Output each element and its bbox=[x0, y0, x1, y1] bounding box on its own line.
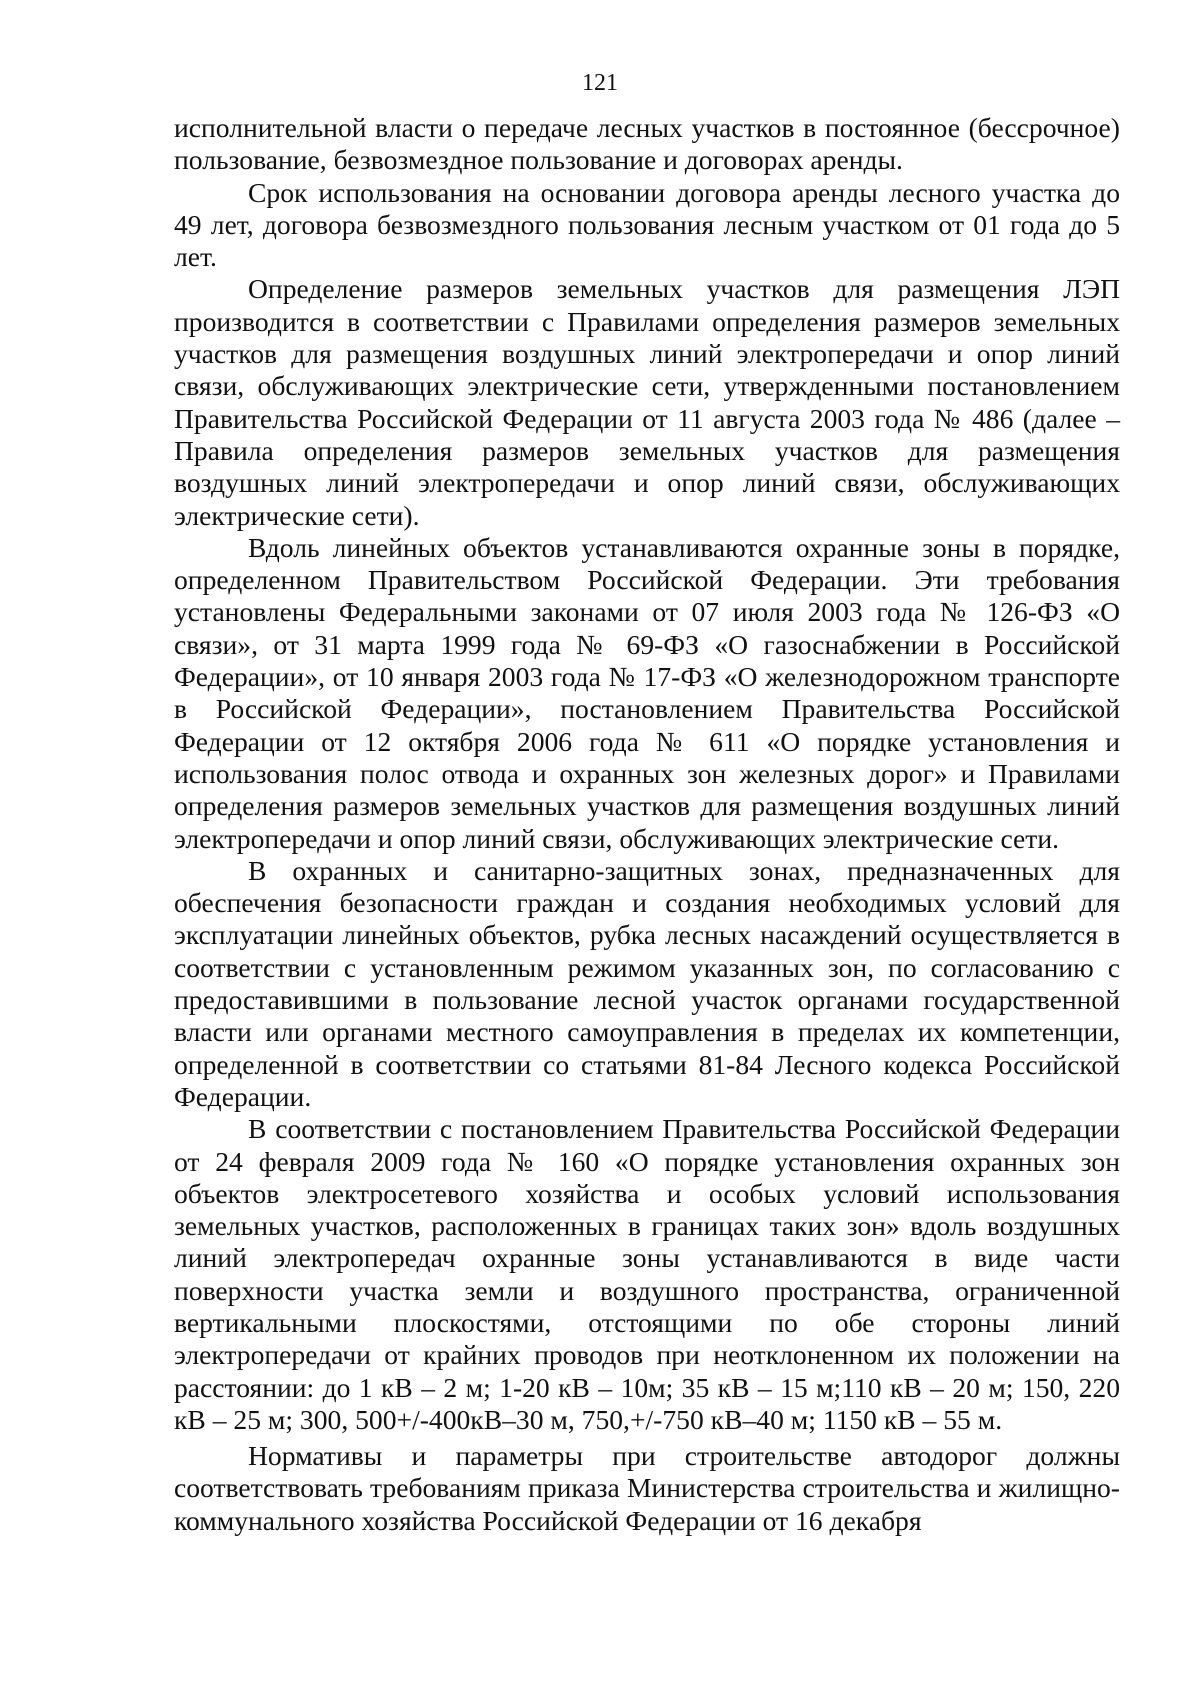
document-body bbox=[174, 112, 1120, 1537]
paragraph-sanitary-zones: В охранных и санитарно-защитных зонах, предназначенных для обеспечения безопасности граждан и создания необходимых условий для эксплуатации линейных объектов, рубка лесных насаждений осуществляется в соответствии с установленным режимом указанных зон, по согласованию с предоставившими в пользование лесной участок органами государственной власти или органами местного самоуправления в пределах их компетенции, определенной в соответствии со статьями 81-84 Лесного кодекса Российской Федерации. bbox=[174, 854, 1120, 1112]
paragraph-power-line-zones: В соответствии с постановлением Правительства Российской Федерации от 24 февраля 2009 года № 160 «О порядке установления охранных зон объектов электросетевого хозяйства и особых условий использования земельных участков, расположенных в границах таких зон» вдоль воздушных линий электропередач охранные зоны устанавливаются в виде части поверхности участка земли и воздушного пространства, ограниченной вертикальными плоскостями, отстоящими по обе стороны линий электропередачи от крайних проводов при неотклоненном их положении на расстоянии: до 1 кВ – 2 м; 1-20 кВ – 10м; 35 кВ – 15 м;110 кВ – 20 м; 150, 220 кВ – 25 м; 300, 500+/-400кВ–30 м, 750,+/-750 кВ–40 м; 1150 кВ – 55 м. bbox=[174, 1113, 1120, 1435]
paragraph-usage-term: Срок использования на основании договора аренды лесного участка до 49 лет, договора безвозмездного пользования лесным участком от 01 года до 5 лет. bbox=[174, 176, 1120, 273]
paragraph-protection-zones: Вдоль линейных объектов устанавливаются охранные зоны в порядке, определенном Правительством Российской Федерации. Эти требования установлены Федеральными законами от 07 июля 2003 года № 126-ФЗ «О связи», от 31 марта 1999 года № 69-ФЗ «О газоснабжении в Российской Федерации», от 10 января 2003 года № 17-ФЗ «О железнодорожном транспорте в Российской Федерации», постановлением Правительства Российской Федерации от 12 октября 2006 года № 611 «О порядке установления и использования полос отвода и охранных зон железных дорог» и Правилами определения размеров земельных участков для размещения воздушных линий электропередачи и опор линий связи, обслуживающих электрические сети. bbox=[174, 531, 1120, 854]
paragraph-continuation: исполнительной власти о передаче лесных участков в постоянное (бессрочное) пользование, безвозмездное пользование и договорах аренды. bbox=[174, 112, 1120, 176]
page-number: 121 bbox=[582, 70, 618, 96]
paragraph-land-plot-sizing: Определение размеров земельных участков для размещения ЛЭП производится в соответствии с Правилами определения размеров земельных участков для размещения воздушных линий электропередачи и опор линий связи, обслуживающих электрические сети, утвержденными постановлением Правительства Российской Федерации от 11 августа 2003 года № 486 (далее – Правила определения размеров земельных участков для размещения воздушных линий электропередачи и опор линий связи, обслуживающих электрические сети). bbox=[174, 273, 1120, 531]
paragraph-road-standards: Нормативы и параметры при строительстве автодорог должны соответствовать требованиям приказа Министерства строительства и жилищно-коммунального хозяйства Российской Федерации от 16 декабря bbox=[174, 1440, 1120, 1536]
